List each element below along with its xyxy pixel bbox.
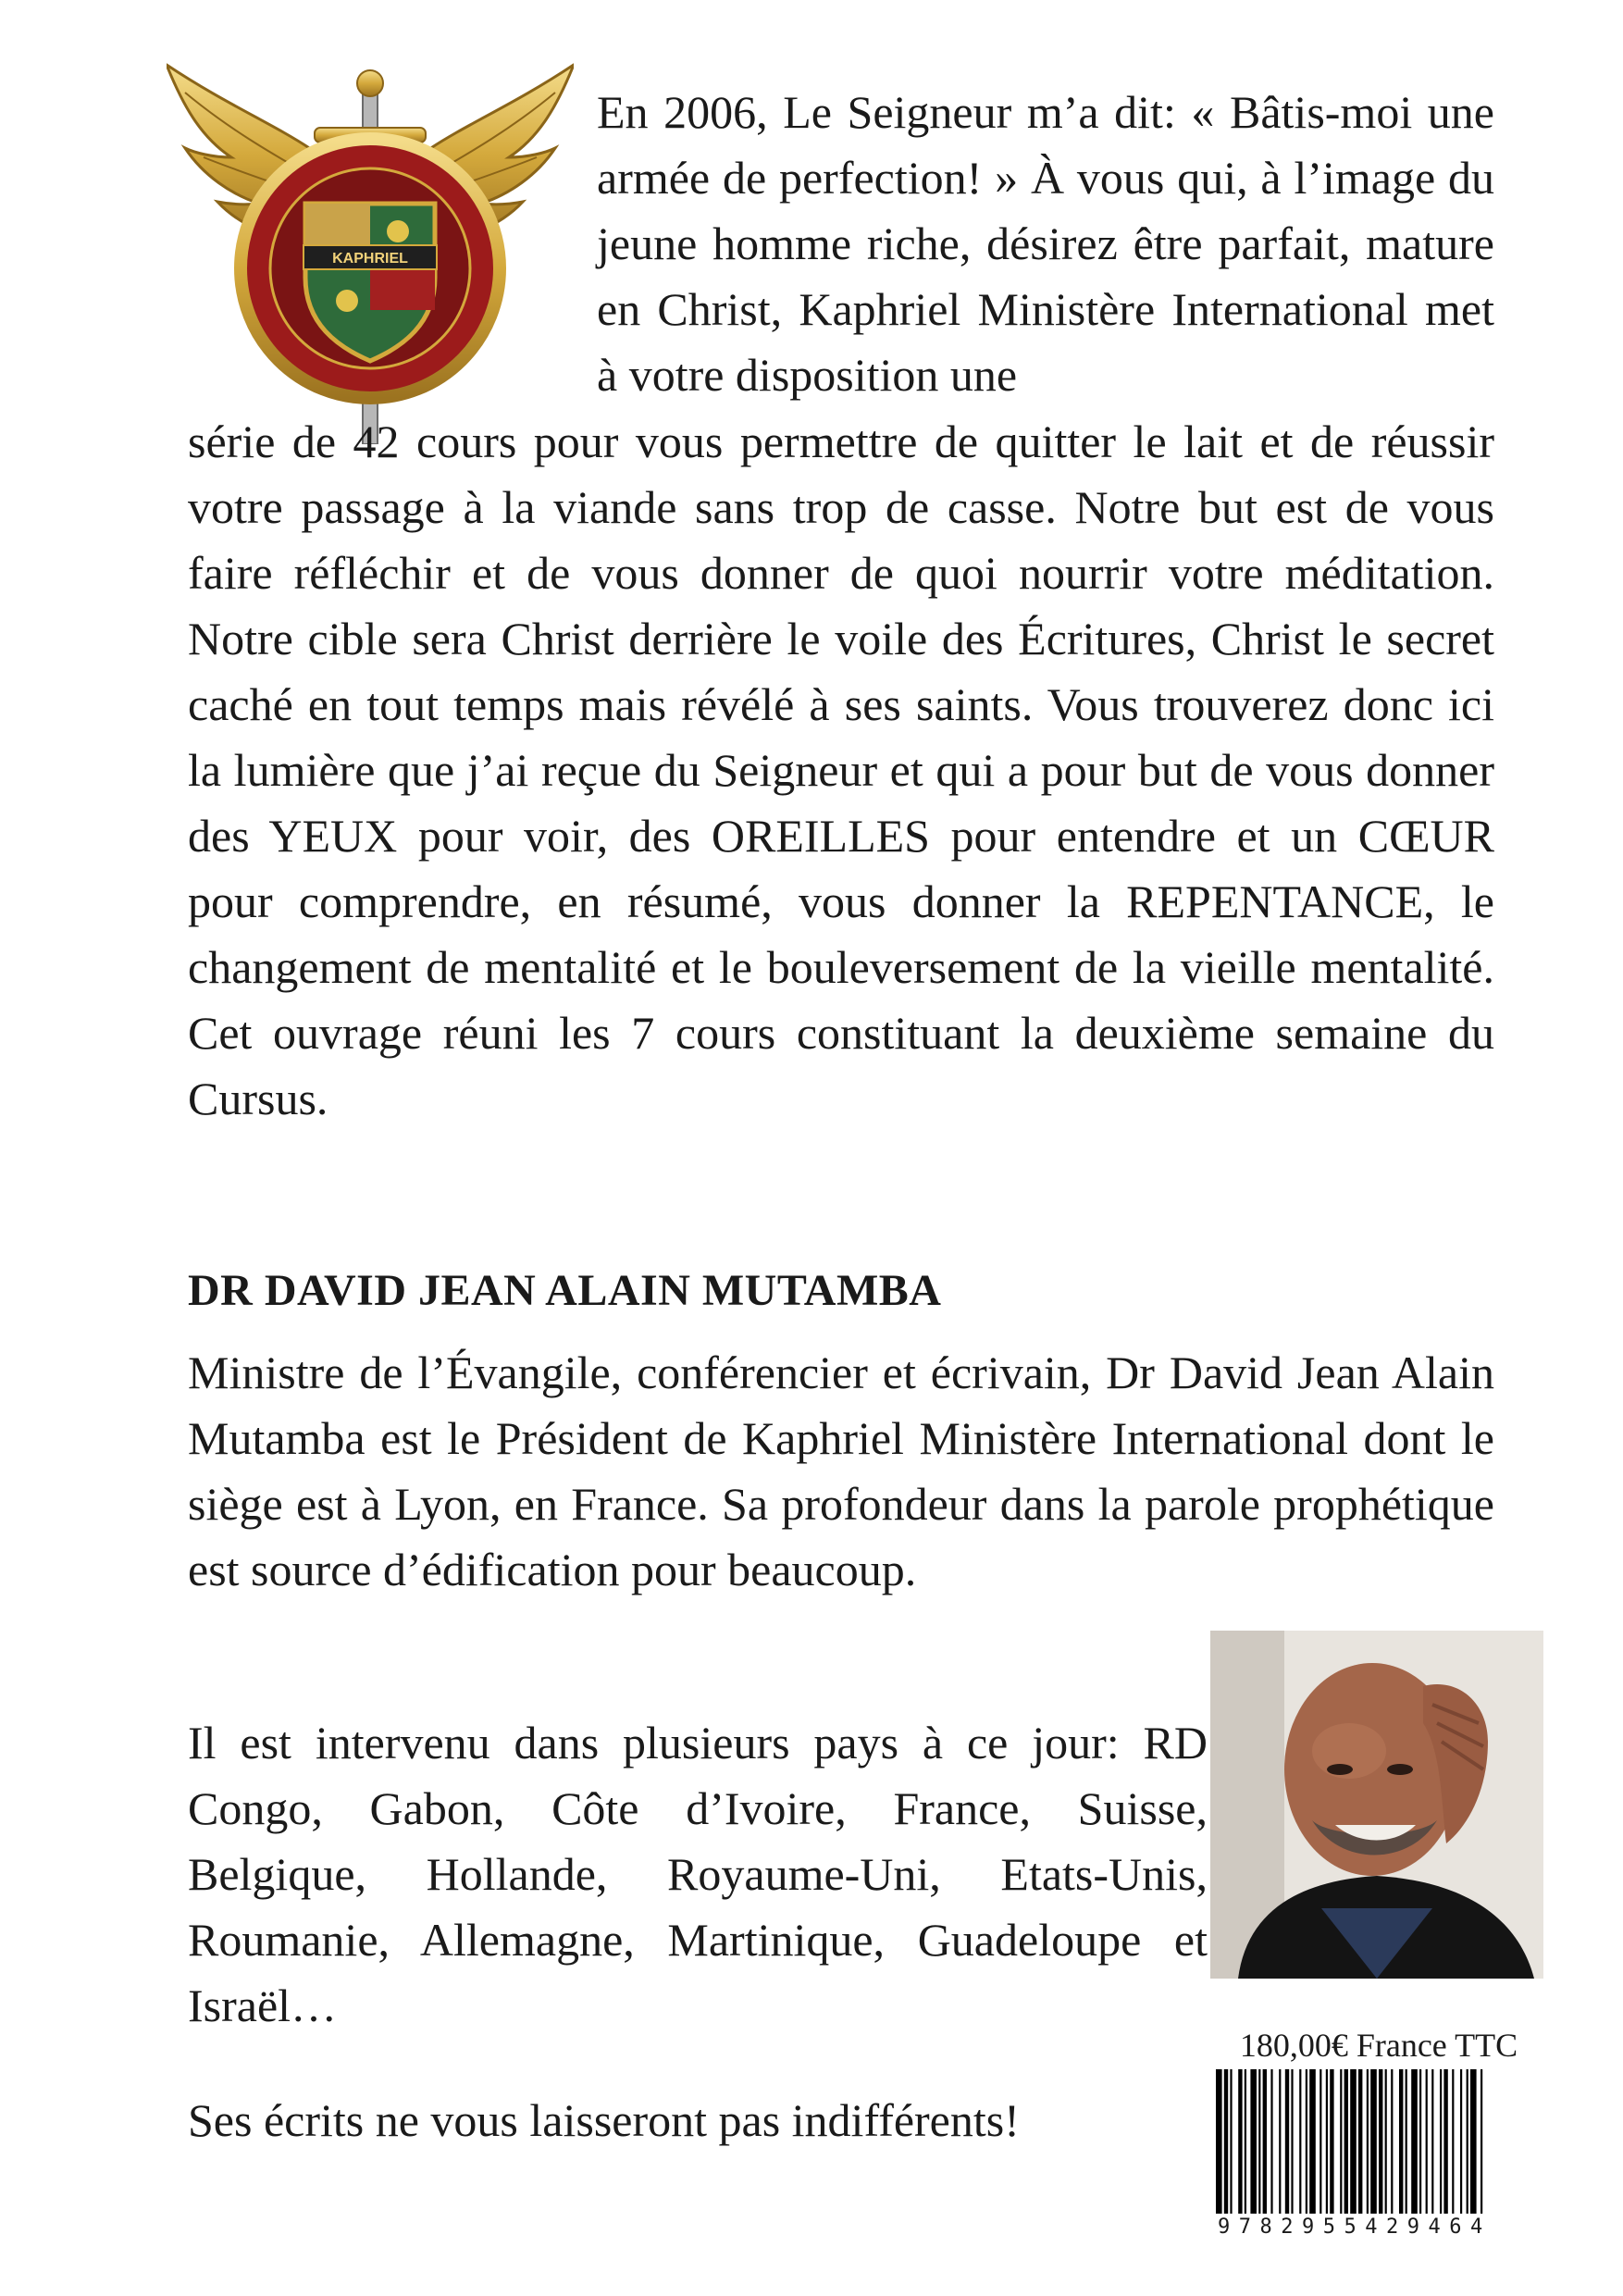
barcode-bar [1358, 2069, 1362, 2214]
emblem-label: KAPHRIEL [332, 251, 408, 267]
barcode-bar [1350, 2069, 1357, 2214]
barcode-bar [1470, 2069, 1477, 2214]
barcode-bar [1391, 2069, 1393, 2214]
barcode-bar [1340, 2069, 1342, 2214]
emblem-graphic [167, 56, 574, 444]
barcode-bar [1431, 2069, 1433, 2214]
barcode-bar [1216, 2069, 1222, 2214]
barcode-bar [1224, 2069, 1228, 2214]
barcode-bar [1419, 2069, 1421, 2214]
barcode-graphic [1212, 2069, 1547, 2214]
barcode-bar [1326, 2069, 1328, 2214]
kaphriel-emblem-icon [167, 56, 574, 444]
author-countries: Il est intervenu dans plusieurs pays à ce jour: RD Congo, Gabon, Côte d’Ivoire, France, Suisse, Belgique, Hollande, Royaume-Uni, Etats-Unis, Roumanie, Allemagne, Martinique, Guadeloupe et Israël… [188, 1717, 1208, 2031]
barcode-bar [1299, 2069, 1301, 2214]
barcode-bar [1291, 2069, 1293, 2214]
barcode-bar [1406, 2069, 1407, 2214]
intro-paragraph-rest: série de 42 cours pour vous permettre de quitter le lait et de réussir votre passage à la viande sans trop de casse. Notre but est de vous faire réfléchir et de vous donner de quoi nourrir votre méditation. Notre cible sera Christ derrière le voile des Écritures, Christ le secret caché en tout temps mais révélé à ses saints. Vous trouverez donc ici la lumière que j’ai reçue du Seigneur et qui a pour but de vous donner des YEUX pour voir, des OREILLES pour entendre et un CŒUR pour comprendre, en résumé, vous donner la REPENTANCE, le changement de mentalité et le bouleversement de la vieille mentalité. Cet ouvrage réuni les 7 cours constituant la deuxième semaine du Cursus. [188, 416, 1494, 1124]
barcode-bar [1309, 2069, 1316, 2214]
barcode-bar [1245, 2069, 1246, 2214]
closing-sentence: Ses écrits ne vous laisseront pas indifférents! [188, 2094, 1020, 2146]
intro-paragraph-top: En 2006, Le Seigneur m’a dit: « Bâtis-moi une armée de perfection! » À vous qui, à l’image du jeune homme riche, désirez être parfait, mature en Christ, Kaphriel Ministère International met à votre disposition une [597, 86, 1494, 401]
author-bio: Ministre de l’Évangile, conférencier et écrivain, Dr David Jean Alain Mutamba est le Président de Kaphriel Ministère International dont le siège est à Lyon, en France. Sa profondeur dans la parole prophétique est source d’édification pour beaucoup. [188, 1347, 1494, 1595]
barcode-bar [1230, 2069, 1232, 2214]
barcode-bar [1306, 2069, 1307, 2214]
barcode-bar [1440, 2069, 1442, 2214]
barcode-bar [1250, 2069, 1257, 2214]
author-heading: DR DAVID JEAN ALAIN MUTAMBA [188, 1266, 942, 1315]
barcode-bar [1443, 2069, 1447, 2214]
barcode-bar [1411, 2069, 1418, 2214]
isbn-barcode-icon [1212, 2069, 1547, 2214]
author-portrait-photo [1210, 1631, 1543, 1979]
portrait-graphic [1210, 1631, 1543, 1979]
barcode-bar [1263, 2069, 1267, 2214]
barcode-bar [1370, 2069, 1377, 2214]
barcode-bar [1367, 2069, 1369, 2214]
barcode-bar [1344, 2069, 1348, 2214]
barcode-bar [1399, 2069, 1403, 2214]
barcode-bar [1460, 2069, 1462, 2214]
barcode-bar [1238, 2069, 1242, 2214]
barcode-bar [1385, 2069, 1387, 2214]
price-label: 180,00€ France TTC [1239, 2027, 1518, 2064]
barcode-bar [1270, 2069, 1272, 2214]
barcode-bar [1285, 2069, 1289, 2214]
barcode-bar [1379, 2069, 1382, 2214]
barcode-bar [1319, 2069, 1321, 2214]
barcode-bar [1467, 2069, 1468, 2214]
barcode-bar [1481, 2069, 1482, 2214]
barcode-bar [1258, 2069, 1260, 2214]
barcode-bar [1452, 2069, 1454, 2214]
barcode-bar [1426, 2069, 1428, 2214]
barcode-bar [1330, 2069, 1333, 2214]
barcode-bar [1279, 2069, 1281, 2214]
barcode-digits: 9782955429464 [1218, 2215, 1492, 2239]
